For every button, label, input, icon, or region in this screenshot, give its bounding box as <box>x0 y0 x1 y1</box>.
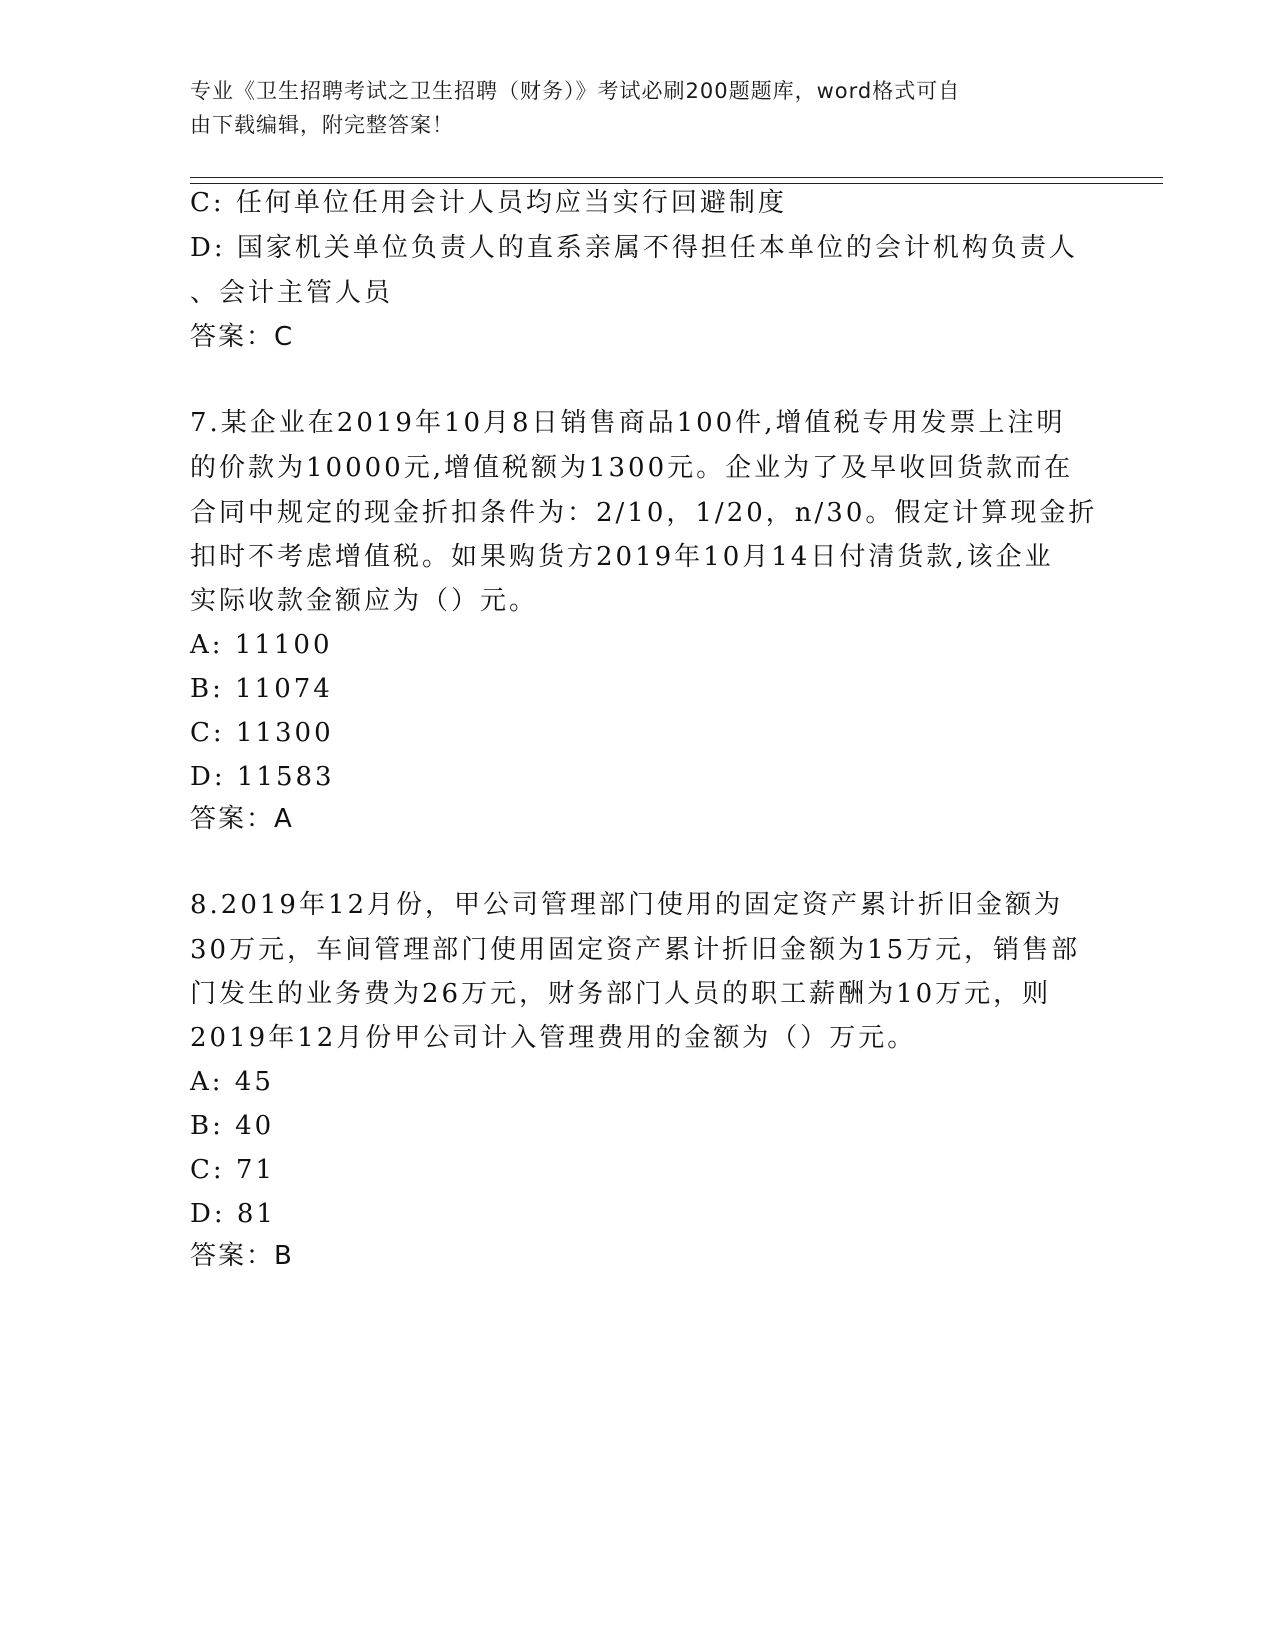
document-header <box>190 74 1090 142</box>
q7-stem-line-2: 的价款为10000元,增值税额为1300元。企业为了及早收回货款而在 <box>190 453 1074 483</box>
q8-answer: 答案：B <box>190 1241 294 1271</box>
header-line-1: 专业《卫生招聘考试之卫生招聘（财务）》考试必刷200题题库，word格式可自 <box>190 79 961 103</box>
q7-option-c: C: 11300 <box>190 718 334 748</box>
q8-option-b: B: 40 <box>190 1111 275 1141</box>
q6-option-d-line-1: D: 国家机关单位负责人的直系亲属不得担任本单位的会计机构负责人 <box>190 233 1078 263</box>
q8-stem-line-3: 门发生的业务费为26万元，财务部门人员的职工薪酬为10万元，则 <box>190 979 1052 1009</box>
q6-option-d-line-2: 、会计主管人员 <box>190 278 394 308</box>
q7-answer: 答案：A <box>190 804 294 834</box>
q7-stem-line-4: 扣时不考虑增值税。如果购货方2019年10月14日付清货款,该企业 <box>190 542 1054 572</box>
q8-option-a: A: 45 <box>190 1067 274 1097</box>
q7-stem-line-5: 实际收款金额应为（）元。 <box>190 586 539 616</box>
q6-option-c: C: 任何单位任用会计人员均应当实行回避制度 <box>190 188 787 218</box>
q8-option-c: C: 71 <box>190 1155 276 1185</box>
q7-option-a: A: 11100 <box>190 630 333 660</box>
q8-stem-line-1: 8.2019年12月份，甲公司管理部门使用的固定资产累计折旧金额为 <box>190 890 1064 920</box>
q6-answer: 答案：C <box>190 322 295 352</box>
header-divider-top <box>190 177 1163 178</box>
q8-option-d: D: 81 <box>190 1199 276 1229</box>
q7-stem-line-3: 合同中规定的现金折扣条件为：2/10，1/20，n/30。假定计算现金折 <box>190 498 1098 528</box>
q7-option-d: D: 11583 <box>190 762 335 792</box>
q7-stem-line-1: 7.某企业在2019年10月8日销售商品100件,增值税专用发票上注明 <box>190 408 1066 438</box>
header-divider-bottom <box>190 183 1163 184</box>
header-line-2: 由下载编辑，附完整答案！ <box>190 113 454 137</box>
q8-stem-line-2: 30万元，车间管理部门使用固定资产累计折旧金额为15万元，销售部 <box>190 935 1081 965</box>
q8-stem-line-4: 2019年12月份甲公司计入管理费用的金额为（）万元。 <box>190 1023 917 1053</box>
q7-option-b: B: 11074 <box>190 674 333 704</box>
